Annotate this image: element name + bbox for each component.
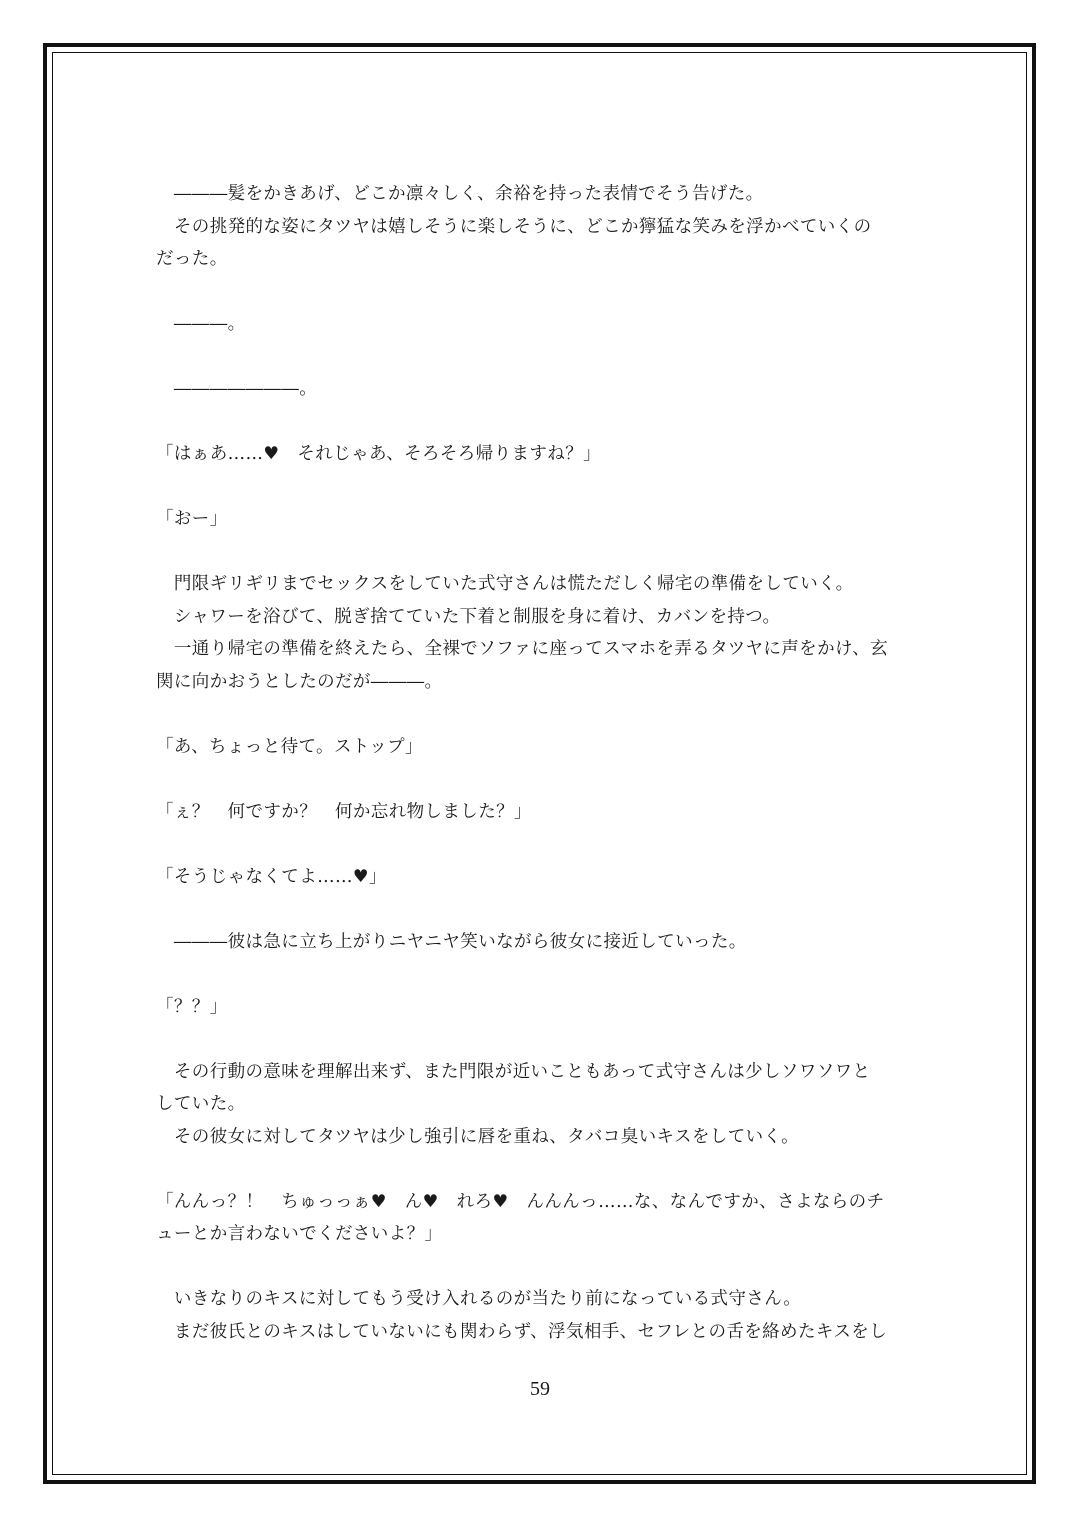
text-line [156, 763, 936, 796]
text-line: いきなりのキスに対してもう受け入れるのが当たり前になっている式守さん。 [156, 1289, 802, 1309]
page-number: 59 [530, 1378, 550, 1400]
text-line: 「んんっ？！ ちゅっっぁ♥ ん♥ れろ♥ んんんっ……な、なんですか、さよならのチ [156, 1191, 885, 1212]
text-line: ―――。 [156, 314, 246, 334]
text-line: 「おー」 [156, 509, 228, 529]
text-line [156, 1153, 936, 1186]
text-line [156, 958, 936, 991]
text-line: ―――髪をかきあげ、どこか凛々しく、余裕を持った表情でそう告げた。 [156, 184, 764, 204]
text-line [156, 893, 936, 926]
text-line: まだ彼氏とのキスはしていないにも関わらず、浮気相手、セフレとの舌を絡めたキスをし [156, 1321, 888, 1342]
text-line: 「ぇ？ 何ですか？ 何か忘れ物しました？」 [156, 801, 532, 822]
text-line: その行動の意味を理解出来ず、また門限が近いこともあって式守さんは少しソワソワと [156, 1061, 871, 1082]
text-line: していた。 [156, 1094, 246, 1114]
body-text [156, 178, 936, 1348]
text-line: その彼女に対してタツヤは少し強引に唇を重ね、タバコ臭いキスをしていく。 [156, 1126, 799, 1147]
text-line: ―――彼は急に立ち上がりニヤニヤ笑いながら彼女に接近していった。 [156, 931, 747, 952]
text-line: 「？？」 [156, 996, 228, 1017]
text-line [156, 471, 936, 504]
text-line: ューとか言わないでくださいよ？」 [156, 1224, 443, 1244]
text-line [156, 1023, 936, 1056]
text-line: 一通り帰宅の準備を終えたら、全裸でソファに座ってスマホを弄るタツヤに声をかけ、玄 [156, 639, 888, 659]
text-line: 「あ、ちょっと待て。ストップ」 [156, 736, 423, 757]
text-line: だった。 [156, 249, 228, 269]
text-line [156, 536, 936, 569]
text-line [156, 828, 936, 861]
text-line [156, 276, 936, 309]
text-line: 関に向かおうとしたのだが―――。 [156, 671, 443, 692]
text-line: 「はぁあ……♥ それじゃあ、そろそろ帰りますね？」 [156, 444, 601, 464]
text-line: 「そうじゃなくてよ……♥」 [156, 866, 387, 887]
text-line [156, 1251, 936, 1284]
text-line: その挑発的な姿にタツヤは嬉しそうに楽しそうに、どこか獰猛な笑みを浮かべていくの [156, 216, 872, 237]
text-line: 門限ギリギリまでセックスをしていた式守さんは慌ただしく帰宅の準備をしていく。 [156, 574, 854, 594]
text-line: ―――――――。 [156, 379, 318, 399]
text-line [156, 341, 936, 374]
text-line: シャワーを浴びて、脱ぎ捨てていた下着と制服を身に着け、カバンを持つ。 [156, 606, 781, 627]
text-line [156, 406, 936, 439]
text-line [156, 698, 936, 731]
